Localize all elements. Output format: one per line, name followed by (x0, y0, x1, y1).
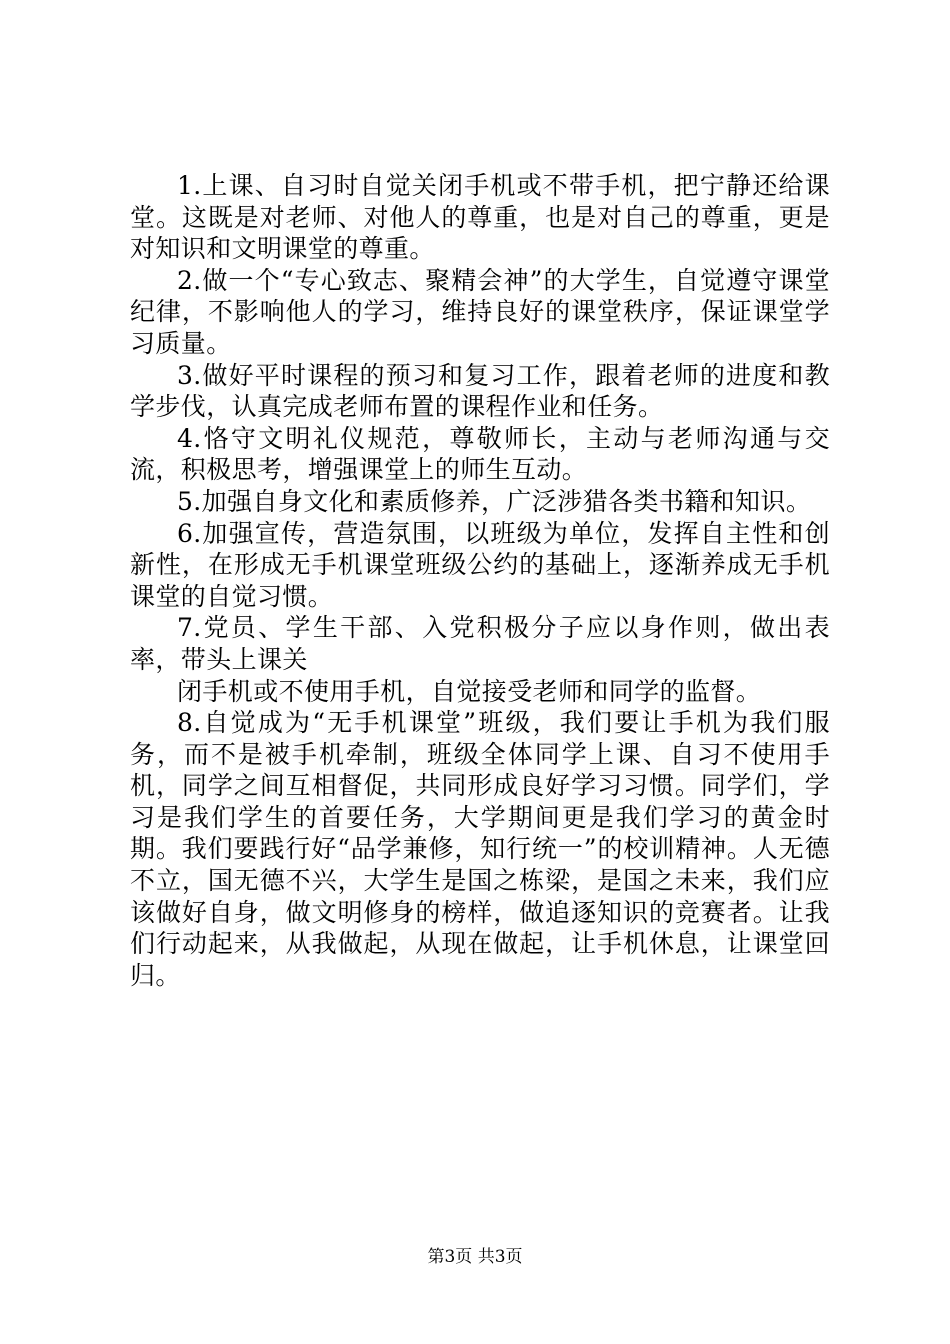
paragraph-5: 5.加强自身文化和素质修养，广泛涉猎各类书籍和知识。 (177, 486, 812, 516)
paragraph-2: 2.做一个“专心致志、聚精会神”的大学生，自觉遵守课堂纪律，不影响他人的学习，维持良好的课堂秩序，保证课堂学习质量。 (130, 265, 830, 358)
paragraph-3: 3.做好平时课程的预习和复习工作，跟着老师的进度和教学步伐，认真完成老师布置的课程作业和任务。 (130, 360, 830, 422)
paragraph-8: 8.自觉成为“无手机课堂”班级，我们要让手机为我们服务，而不是被手机牵制，班级全体同学上课、自习不使用手机，同学之间互相督促，共同形成良好学习习惯。同学们，学习是我们学生的首要任务，大学期间更是我们学习的黄金时期。我们要践行好“品学兼修，知行统一”的校训精神。人无德不立，国无德不兴，大学生是国之栋梁，是国之未来，我们应该做好自身，做文明修身的榜样，做追逐知识的竞赛者。让我们行动起来，从我做起，从现在做起，让手机休息，让课堂回归。 (130, 708, 830, 990)
page-number-footer: 第3页 共3页 (427, 1247, 523, 1267)
paragraph-7-continued: 闭手机或不使用手机，自觉接受老师和同学的监督。 (177, 676, 762, 706)
paragraph-7: 7.党员、学生干部、入党积极分子应以身作则，做出表率，带头上课关 (130, 613, 830, 674)
document-body (130, 170, 830, 991)
paragraph-4: 4.恪守文明礼仪规范，尊敬师长，主动与老师沟通与交流，积极思考，增强课堂上的师生互动。 (130, 423, 830, 485)
paragraph-6: 6.加强宣传，营造氛围，以班级为单位，发挥自主性和创新性，在形成无手机课堂班级公约的基础上，逐渐养成无手机课堂的自觉习惯。 (130, 518, 830, 611)
paragraph-1: 1.上课、自习时自觉关闭手机或不带手机，把宁静还给课堂。这既是对老师、对他人的尊重，也是对自己的尊重，更是对知识和文明课堂的尊重。 (130, 171, 830, 264)
